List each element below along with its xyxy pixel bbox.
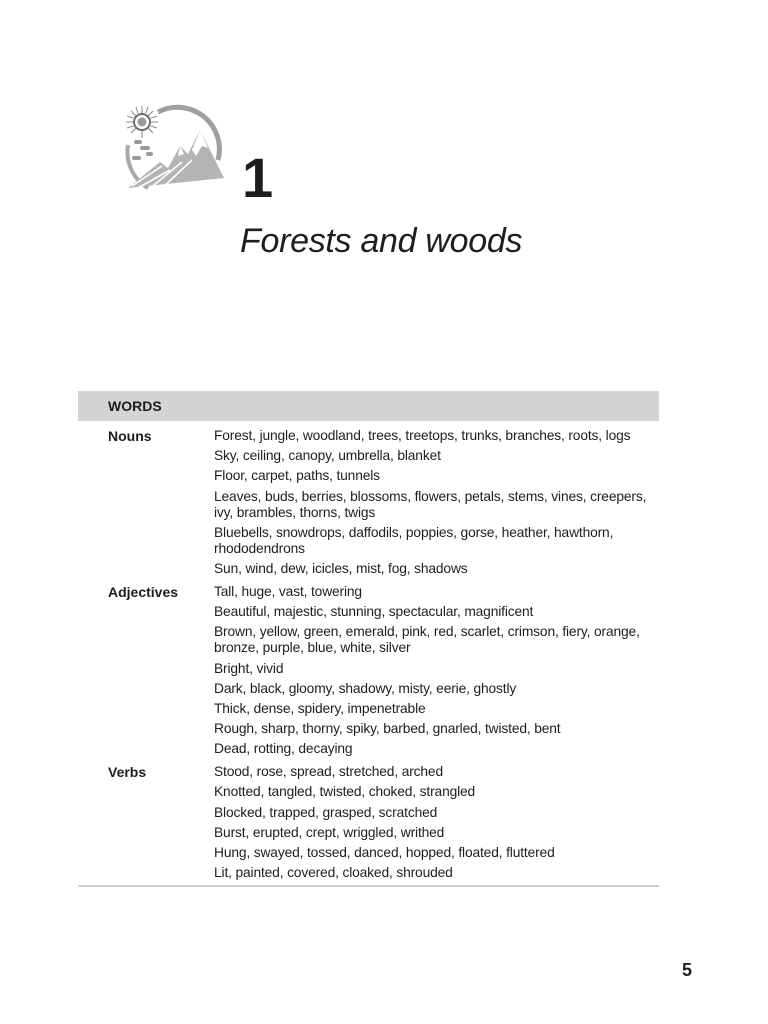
list-item: Leaves, buds, berries, blossoms, flowers, petals, stems, vines, creepers, ivy, brambles, thorns, twigs [214, 488, 647, 520]
page-number: 5 [682, 960, 693, 980]
list-item: Beautiful, majestic, stunning, spectacular, magnificent [214, 604, 534, 620]
word-list [214, 584, 659, 757]
list-item: Lit, painted, covered, cloaked, shrouded [214, 865, 453, 881]
words-table [78, 391, 659, 887]
list-item: Rough, sharp, thorny, spiky, barbed, gnarled, twisted, bent [214, 721, 561, 737]
mountain-sun-icon [118, 100, 230, 200]
list-item: Dark, black, gloomy, shadowy, misty, eerie, ghostly [214, 680, 517, 696]
word-list [214, 428, 659, 577]
list-item: Blocked, trapped, grasped, scratched [214, 804, 438, 820]
list-item: Hung, swayed, tossed, danced, hopped, floated, fluttered [214, 845, 555, 860]
list-item: Knotted, tangled, twisted, choked, strangled [214, 784, 476, 800]
list-item: Bright, vivid [214, 660, 284, 676]
chapter-title: Forests and woods [240, 222, 523, 260]
section-label: Nouns [108, 428, 152, 444]
list-item: Brown, yellow, green, emerald, pink, red, scarlet, crimson, fiery, orange, bronze, purple, blue, white, silver [214, 624, 640, 656]
list-item: Sky, ceiling, canopy, umbrella, blanket [214, 448, 441, 464]
list-item: Sun, wind, dew, icicles, mist, fog, shadows [214, 560, 468, 576]
section-adjectives [78, 584, 659, 757]
table-bottom-rule [78, 885, 659, 887]
section-verbs [78, 764, 659, 881]
list-item: Dead, rotting, decaying [214, 741, 353, 757]
words-header: WORDS [78, 391, 659, 421]
list-item: Thick, dense, spidery, impenetrable [214, 700, 426, 716]
list-item: Stood, rose, spread, stretched, arched [214, 764, 443, 780]
list-item: Bluebells, snowdrops, daffodils, poppies, gorse, heather, hawthorn, rhododendrons [214, 524, 614, 556]
section-label: Verbs [108, 764, 147, 781]
word-list [214, 764, 659, 881]
section-label: Adjectives [108, 583, 179, 600]
list-item: Floor, carpet, paths, tunnels [214, 468, 380, 484]
list-item: Burst, erupted, crept, wriggled, writhed [214, 824, 445, 840]
list-item: Forest, jungle, woodland, trees, treetops, trunks, branches, roots, logs [214, 428, 631, 443]
list-item: Tall, huge, vast, towering [214, 583, 362, 599]
chapter-number: 1 [242, 146, 274, 209]
section-nouns [78, 428, 659, 577]
